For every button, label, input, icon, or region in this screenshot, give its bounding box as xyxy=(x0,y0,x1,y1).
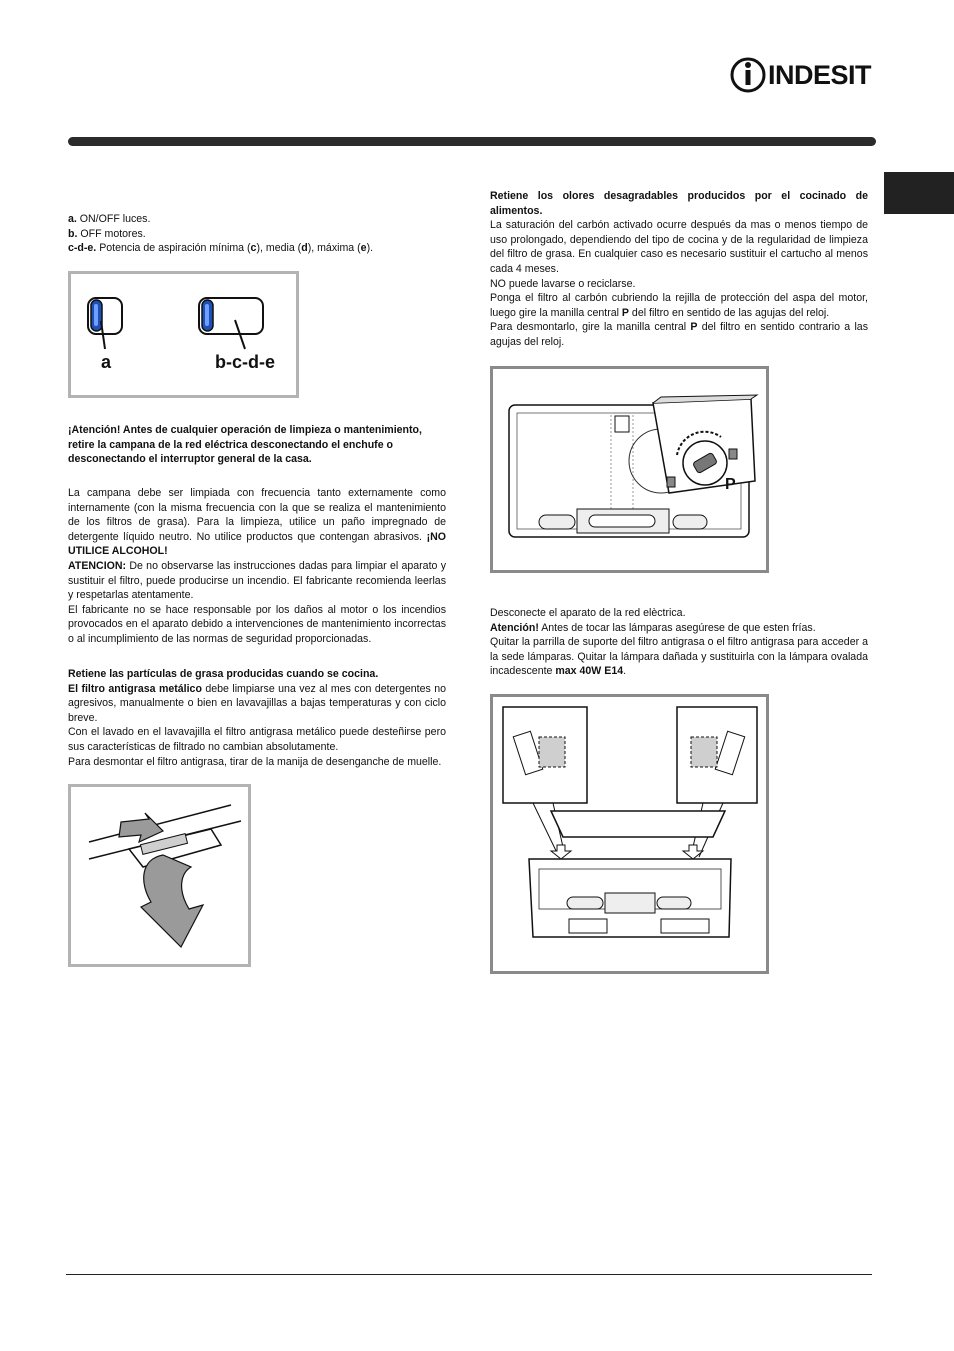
switch-figure xyxy=(68,271,299,398)
brand-logo xyxy=(730,56,872,94)
filter-removal-diagram xyxy=(71,787,248,964)
control-a: a. ON/OFF luces. xyxy=(68,213,151,225)
control-cde: c-d-e. Potencia de aspiración mínima (c), media (d), máxima (e). xyxy=(68,242,374,255)
header-bar xyxy=(68,137,876,146)
carbon-heading: Retiene los olores desagradables producidos por el cocinado de alimentos. xyxy=(490,190,868,217)
no-alcohol-warning: ¡NO UTILICE ALCOHOL! xyxy=(68,530,446,558)
brand-name: INDESIT xyxy=(768,60,872,90)
switch-diagram xyxy=(71,274,296,395)
cleaning-p3: El fabricante no se hace responsable por los daños al motor o los incendios provocados en el aparato debido a intervenciones de mantenimiento incorrectas o al incumplimiento de las normas de seguridad proporcionadas. xyxy=(68,603,446,645)
control-b: b. OFF motores. xyxy=(68,227,146,240)
handle-label-p: P xyxy=(725,476,736,493)
switch-label-bcde: b-c-d-e xyxy=(215,352,275,372)
lamps-section: Desconecte el aparato de la red elèctrica. Atención! Antes de tocar las lámparas asegúrese de que esten frías. Quitar la parrilla de suporte del filtro antigrasa o el filtro antigrasa para acceder a la sede lámparas. Quitar la lámpara dañada y sustituirla con la lámpara ovalada incadescente max 40W E14. xyxy=(490,607,868,678)
cleaning-p2: De no observarse las instrucciones dadas para limpiar el aparato y sustituir el filtro, puede producirse un incendio. El fabricante recomienda leerlas y respetarlas atentamente. xyxy=(68,559,446,602)
carbon-filter-section: Retiene los olores desagradables producidos por el cocinado de alimentos. La saturación del carbón activado ocurre después da mas o menos tiempo de uso prolongado, dependiendo del tipo de cocina y de la regularidad de limpieza del filtro de grasa. En cualquier caso es necesario sustituir el cartucho al menos cada 4 meses. NO puede lavarse o reciclarse. Ponga el filtro al carbón cubriendo la rejilla de protección del aspa del motor, luego gire la manilla central P del filtro en sentido de las agujas del reloj. Para desmontarlo, gire la manilla central P del filtro en sentido contrario a las agujas del reloj. xyxy=(490,190,868,348)
cleaning-p1: La campana debe ser limpiada con frecuencia tanto externamente como internamente (con la misma frecuencia con la que se realiza el mantenimiento de los filtros de grasa). Para la limpieza, utilice un paño impregnado de detergente líquido neutro. No utilice productos que contengan abrasivos. xyxy=(68,487,446,543)
indesit-i-icon xyxy=(730,56,766,94)
carbon-filter-figure xyxy=(490,366,769,573)
cleaning-section: La campana debe ser limpiada con frecuencia tanto externamente como internamente (con la misma frecuencia con la que se realiza el mantenimiento de los filtros de grasa). Para la limpieza, utilice un paño impregnado de detergente líquido neutro. No utilice productos que contengan abrasivos. ¡NO UTILICE ALCOHOL! ATENCION: De no observarse las instrucciones dadas para limpiar el aparato y sustituir el filtro, puede producirse un incendio. El fabricante recomienda leerlas y respetarlas atentamente. El fabricante no se hace responsable por los daños al motor o los incendios provocados en el aparato debido a intervenciones de mantenimiento incorrectas o al incumplimiento de las normas de seguridad proporcionadas. xyxy=(68,487,446,645)
lamp-figure xyxy=(490,694,769,974)
grease-heading: Retiene las partículas de grasa producidas cuando se cocina. xyxy=(68,668,379,680)
switch-label-a: a xyxy=(101,352,112,372)
grease-filter-figure xyxy=(68,784,251,967)
controls-list xyxy=(68,212,448,256)
warning-text: ¡Atención! Antes de cualquier operación de limpieza o mantenimiento, retire la campana de la red eléctrica desconectando el enchufe o desconectando el interruptor general de la casa. xyxy=(68,424,422,466)
footer-rule xyxy=(66,1274,872,1275)
carbon-filter-diagram xyxy=(493,369,766,570)
grease-filter-section: Retiene las partículas de grasa producidas cuando se cocina. El filtro antigrasa metálico debe limpiarse una vez al mes con detergentes no agresivos, manualmente o bien en lavavajillas a bajas temperaturas y con ciclo breve. Con el lavado en el lavavajilla el filtro antigrasa metálico puede desteñirse pero sus características de filtrado no cambian absolutamente. Para desmontar el filtro antigrasa, tirar de la manija de desenganche de muelle. xyxy=(68,668,446,768)
language-tab xyxy=(884,172,954,214)
lamp-replacement-diagram xyxy=(493,697,766,971)
